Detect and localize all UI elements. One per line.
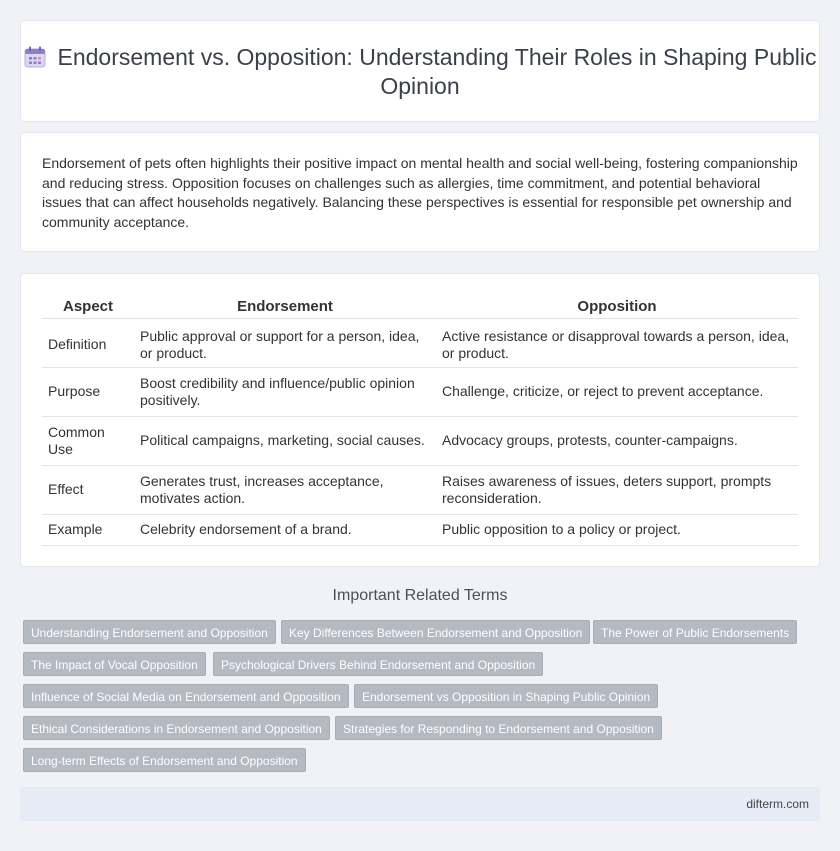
related-term-tag[interactable]: Understanding Endorsement and Opposition: [23, 620, 276, 644]
table-row: [42, 416, 798, 465]
title-card: [20, 20, 820, 122]
related-term-tag[interactable]: The Impact of Vocal Opposition: [23, 652, 206, 676]
cell-aspect: Common Use: [42, 416, 134, 465]
table-row: [42, 323, 798, 367]
header-aspect: Aspect: [42, 296, 134, 318]
cell-endorsement: Generates trust, increases acceptance, motivates action.: [134, 465, 436, 514]
cell-opposition: Challenge, criticize, or reject to prevent acceptance.: [436, 367, 798, 416]
page-title: Endorsement vs. Opposition: Understanding Their Roles in Shaping Public Opinion: [57, 44, 817, 99]
header-endorsement: Endorsement: [134, 296, 436, 318]
table-row: [42, 465, 798, 514]
cell-endorsement: Political campaigns, marketing, social causes.: [134, 416, 436, 465]
cell-endorsement: Celebrity endorsement of a brand.: [134, 514, 436, 545]
cell-opposition: Public opposition to a policy or project.: [436, 514, 798, 545]
cell-aspect: Definition: [42, 323, 134, 367]
comparison-table-card: [20, 273, 820, 567]
related-terms-heading: Important Related Terms: [332, 587, 508, 604]
page-title-wrap: [21, 43, 819, 101]
related-term-tag[interactable]: Long-term Effects of Endorsement and Opposition: [23, 748, 306, 772]
cell-opposition: Raises awareness of issues, deters support, prompts reconsideration.: [436, 465, 798, 514]
cell-opposition: Advocacy groups, protests, counter-campaigns.: [436, 416, 798, 465]
cell-endorsement: Public approval or support for a person, idea, or product.: [134, 323, 436, 367]
footer-site-link[interactable]: difterm.com: [746, 797, 809, 811]
table-row: [42, 514, 798, 545]
cell-aspect: Purpose: [42, 367, 134, 416]
related-term-tag[interactable]: Endorsement vs Opposition in Shaping Public Opinion: [354, 684, 658, 708]
calendar-icon: [24, 46, 46, 68]
intro-card: [20, 132, 820, 252]
header-opposition: Opposition: [436, 296, 798, 318]
related-term-tag[interactable]: Influence of Social Media on Endorsement and Opposition: [23, 684, 349, 708]
related-term-tag[interactable]: Psychological Drivers Behind Endorsement and Opposition: [213, 652, 543, 676]
table-header-row: [42, 296, 798, 318]
related-term-tag[interactable]: Ethical Considerations in Endorsement and Opposition: [23, 716, 330, 740]
related-term-tag[interactable]: The Power of Public Endorsements: [593, 620, 797, 644]
cell-aspect: Effect: [42, 465, 134, 514]
cell-opposition: Active resistance or disapproval towards a person, idea, or product.: [436, 323, 798, 367]
table-row: [42, 367, 798, 416]
footer: [20, 787, 820, 821]
intro-paragraph: Endorsement of pets often highlights their positive impact on mental health and social well-being, fostering companionship and reducing stress. Opposition focuses on challenges such as allergies, time commitment, and potential behavioral issues that can affect households negatively. Balancing these perspectives is essential for responsible pet ownership and community acceptance.: [42, 155, 798, 230]
cell-endorsement: Boost credibility and influence/public opinion positively.: [134, 367, 436, 416]
cell-aspect: Example: [42, 514, 134, 545]
comparison-table: [42, 296, 798, 546]
related-term-tag[interactable]: Key Differences Between Endorsement and Opposition: [281, 620, 590, 644]
related-term-tag[interactable]: Strategies for Responding to Endorsement and Opposition: [335, 716, 662, 740]
